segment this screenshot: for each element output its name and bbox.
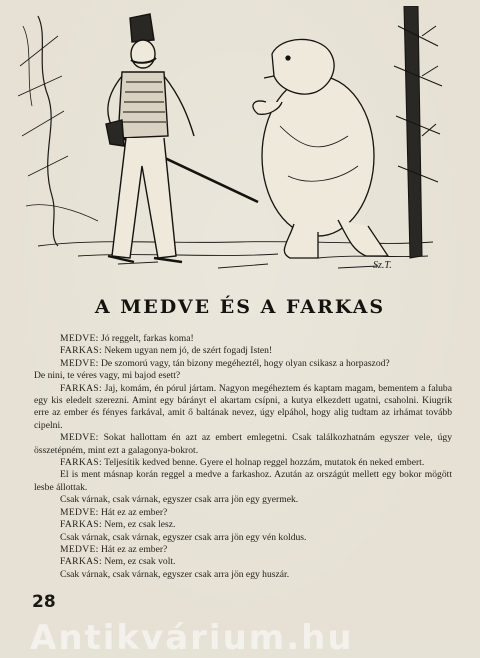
bear-figure: [253, 39, 388, 258]
page-number: 28: [32, 592, 56, 612]
paragraph-text: Sokat hallottam én azt az embert emlegetni. Csak találkozhatnám egyszer vele, úgy összetépném, mint ezt a galagonya-bokrot.: [34, 432, 452, 456]
dialogue-paragraph: [34, 370, 452, 382]
speaker-label: FARKAS:: [60, 519, 102, 531]
paragraph-text: El is ment másnap korán reggel a medve a farkashoz. Azután az országút mellett egy bokor mögött lesbe állottak.: [34, 469, 452, 493]
paragraph-text: De nini, te véres vagy, mi bajod esett?: [34, 370, 181, 382]
speaker-label: MEDVE:: [60, 357, 99, 369]
paragraph-text: Jaj, komám, én pórul jártam. Nagyon megéheztem és kaptam magam, bementem a faluba egy kis eledelt szerezni. Amint egy bárányt el akartam csípni, a kutya elkezdett ugatni, csaholni. Kiugrik erre az ember és fényes farkával, amit ő baltának nevez, úgy elpáhol, hogy alig tudtam az irhámat tovább cipelni.: [34, 382, 452, 431]
right-tree: [394, 6, 442, 258]
hussar-and-bear-illustration: [18, 6, 448, 278]
dialogue-paragraph: [34, 532, 452, 544]
paragraph-text: Csak várnak, csak várnak, egyszer csak arra jön egy gyermek.: [60, 494, 299, 506]
speaker-label: FARKAS:: [60, 345, 102, 357]
paragraph-text: Nem, ez csak lesz.: [101, 519, 176, 531]
paragraph-text: De szomorú vagy, tán bizony megéheztél, hogy olyan csikasz a horpaszod?: [98, 357, 390, 369]
dialogue-paragraph: [34, 345, 452, 357]
dialogue-paragraph: [34, 432, 452, 457]
dialogue-paragraph: [34, 569, 452, 581]
paragraph-text: Teljesítik kedved benne. Gyere el holnap reggel hozzám, mutatok én neked embert.: [101, 457, 425, 469]
story-body: [34, 333, 452, 581]
dialogue-paragraph: [34, 457, 452, 469]
watermark: Antikvárium.hu: [30, 618, 354, 658]
dialogue-paragraph: [34, 383, 452, 433]
paragraph-text: Csak várnak, csak várnak, egyszer csak arra jön egy vén koldus.: [60, 531, 307, 543]
paragraph-text: Jó reggelt, farkas koma!: [98, 333, 194, 344]
speaker-label: FARKAS:: [60, 457, 102, 469]
dialogue-paragraph: [34, 469, 452, 494]
speaker-label: MEDVE:: [60, 543, 99, 555]
speaker-label: MEDVE:: [60, 506, 99, 518]
speaker-label: FARKAS:: [60, 382, 102, 394]
dialogue-paragraph: [34, 507, 452, 519]
speaker-label: MEDVE:: [60, 333, 99, 344]
paragraph-text: Hát ez az ember?: [98, 506, 168, 518]
speaker-label: FARKAS:: [60, 556, 102, 568]
dialogue-paragraph: [34, 494, 452, 506]
left-tree: [18, 16, 98, 246]
paragraph-text: Csak várnak, csak várnak, egyszer csak arra jön egy huszár.: [60, 568, 290, 580]
paragraph-text: Hát ez az ember?: [98, 543, 168, 555]
paragraph-text: Nem, ez csak volt.: [101, 556, 176, 568]
speaker-label: MEDVE:: [60, 432, 99, 444]
dialogue-paragraph: [34, 358, 452, 370]
dialogue-paragraph: [34, 519, 452, 531]
illustrator-signature: Sz.T.: [373, 260, 392, 271]
story-title: A MEDVE ÉS A FARKAS: [94, 296, 386, 318]
dialogue-paragraph: [34, 556, 452, 568]
hussar-figure: [106, 14, 258, 262]
paragraph-text: Nekem ugyan nem jó, de szért fogadj Isten!: [101, 345, 273, 357]
dialogue-paragraph: [34, 333, 452, 345]
dialogue-paragraph: [34, 544, 452, 556]
